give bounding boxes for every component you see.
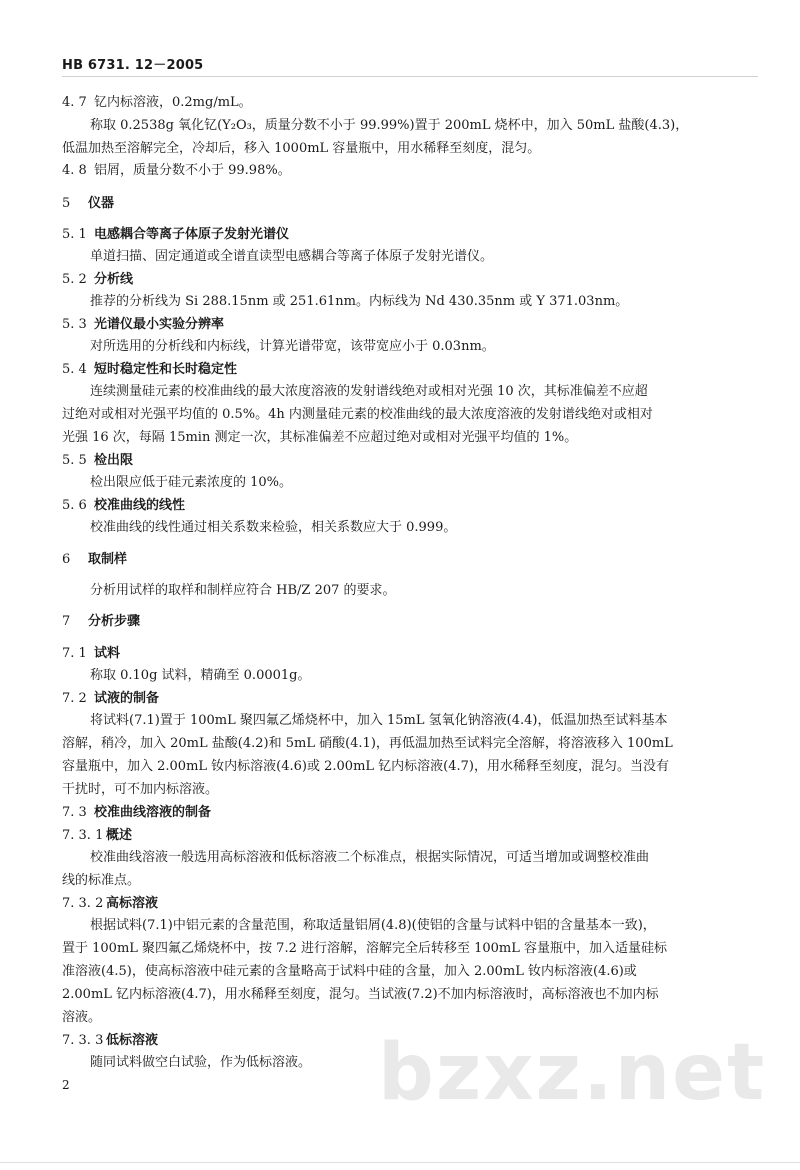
section-number: 7. 3 <box>62 805 87 820</box>
paragraph: 容量瓶中，加入 2.00mL 钕内标溶液(4.6)或 2.00mL 钇内标溶液(4.7)，用水稀释至刻度，混匀。当没有 <box>62 759 669 774</box>
section-5-4-heading <box>62 361 760 379</box>
section-title: 电感耦合等离子体原子发射光谱仪 <box>94 227 290 242</box>
section-title: 低标溶液 <box>106 1033 159 1048</box>
page-bottom-edge <box>0 1162 800 1163</box>
section-number: 7. 3. 1 <box>62 828 104 843</box>
section-number: 5. 2 <box>62 272 87 287</box>
section-7-3-2-heading <box>62 895 760 913</box>
paragraph: 置于 100mL 聚四氟乙烯烧杯中，按 7.2 进行溶解，溶解完全后转移至 100mL 容量瓶中，加入适量硅标 <box>62 941 668 956</box>
section-7-3-1-heading <box>62 827 760 845</box>
paragraph: 溶液。 <box>62 1010 102 1025</box>
section-number: 7 <box>62 614 71 629</box>
paragraph: 线的标准点。 <box>62 873 141 888</box>
section-7-1-heading <box>62 645 760 663</box>
section-5-heading <box>62 195 760 213</box>
section-number: 5. 6 <box>62 498 87 513</box>
section-number: 7. 3. 3 <box>62 1033 104 1048</box>
section-title: 校准曲线溶液的制备 <box>94 805 212 820</box>
paragraph: 单道扫描、固定通道或全谱直读型电感耦合等离子体原子发射光谱仪。 <box>90 249 494 264</box>
paragraph: 低温加热至溶解完全，冷却后，移入 1000mL 容量瓶中，用水稀释至刻度，混匀。 <box>62 141 541 156</box>
section-title: 仪器 <box>88 196 115 211</box>
section-7-2-heading <box>62 690 760 708</box>
site-watermark: bzxz.net <box>378 1028 767 1118</box>
section-number: 7. 2 <box>62 691 87 706</box>
section-5-2-heading <box>62 271 760 289</box>
page-number: 2 <box>62 1078 70 1092</box>
section-5-3-heading <box>62 316 760 334</box>
paragraph: 2.00mL 钇内标溶液(4.7)，用水稀释至刻度，混匀。当试液(7.2)不加内标溶液时，高标溶液也不加内标 <box>62 987 659 1002</box>
section-6-heading <box>62 551 760 569</box>
section-title: 检出限 <box>94 453 134 468</box>
item-4-8 <box>62 162 760 180</box>
item-number: 4. 8 <box>62 163 87 178</box>
paragraph: 准溶液(4.5)，使高标溶液中硅元素的含量略高于试料中硅的含量，加入 2.00mL 钕内标溶液(4.6)或 <box>62 964 637 979</box>
section-title: 试液的制备 <box>94 691 160 706</box>
paragraph: 称取 0.2538g 氧化钇(Y₂O₃，质量分数不小于 99.99%)置于 200mL 烧杯中，加入 50mL 盐酸(4.3)， <box>90 118 689 133</box>
paragraph: 溶解，稍冷，加入 20mL 盐酸(4.2)和 5mL 硝酸(4.1)，再低温加热至试料完全溶解，将溶液移入 100mL <box>62 736 673 751</box>
section-title: 光谱仪最小实验分辨率 <box>94 317 225 332</box>
paragraph: 根据试料(7.1)中铝元素的含量范围，称取适量铝屑(4.8)(使铝的含量与试料中铝的含量基本一致)， <box>90 918 656 933</box>
item-4-7 <box>62 94 760 112</box>
paragraph: 校准曲线的线性通过相关系数来检验，相关系数应大于 0.999。 <box>90 520 457 535</box>
section-number: 5 <box>62 196 71 211</box>
section-7-heading <box>62 613 760 631</box>
section-title: 校准曲线的线性 <box>94 498 186 513</box>
item-text: 铝屑，质量分数不小于 99.98%。 <box>94 163 291 178</box>
section-5-6-heading <box>62 497 760 515</box>
section-number: 7. 1 <box>62 646 87 661</box>
section-number: 5. 4 <box>62 362 87 377</box>
paragraph: 将试料(7.1)置于 100mL 聚四氟乙烯烧杯中，加入 15mL 氢氧化钠溶液(4.4)，低温加热至试料基本 <box>90 713 668 728</box>
section-title: 短时稳定性和长时稳定性 <box>94 362 238 377</box>
section-title: 概述 <box>106 828 133 843</box>
section-number: 5. 3 <box>62 317 87 332</box>
paragraph: 称取 0.10g 试料，精确至 0.0001g。 <box>90 668 311 683</box>
section-title: 分析线 <box>94 272 134 287</box>
item-text: 钇内标溶液，0.2mg/mL。 <box>94 95 252 110</box>
section-title: 分析步骤 <box>88 614 141 629</box>
section-title: 试料 <box>94 646 121 661</box>
section-number: 5. 1 <box>62 227 87 242</box>
paragraph: 过绝对或相对光强平均值的 0.5%。4h 内测量硅元素的校准曲线的最大浓度溶液的发射谱线绝对或相对 <box>62 407 653 422</box>
section-number: 6 <box>62 552 71 567</box>
item-number: 4. 7 <box>62 95 87 110</box>
section-7-3-heading <box>62 804 760 822</box>
paragraph: 光强 16 次，每隔 15min 测定一次，其标准偏差不应超过绝对或相对光强平均值的 1%。 <box>62 430 578 445</box>
section-title: 高标溶液 <box>106 896 159 911</box>
section-number: 5. 5 <box>62 453 87 468</box>
paragraph: 校准曲线溶液一般选用高标溶液和低标溶液二个标准点，根据实际情况，可适当增加或调整校准曲 <box>90 850 650 865</box>
paragraph: 干扰时，可不加内标溶液。 <box>62 782 219 797</box>
standard-number-header: HB 6731. 12－2005 <box>62 58 204 73</box>
paragraph: 分析用试样的取样和制样应符合 HB/Z 207 的要求。 <box>90 583 396 598</box>
header-divider <box>62 76 758 77</box>
paragraph: 对所选用的分析线和内标线，计算光谱带宽，该带宽应小于 0.03nm。 <box>90 339 495 354</box>
paragraph: 检出限应低于硅元素浓度的 10%。 <box>90 475 293 490</box>
section-5-5-heading <box>62 452 760 470</box>
section-number: 7. 3. 2 <box>62 896 104 911</box>
section-title: 取制样 <box>88 552 128 567</box>
paragraph: 连续测量硅元素的校准曲线的最大浓度溶液的发射谱线绝对或相对光强 10 次，其标准偏差不应超 <box>90 384 648 399</box>
paragraph: 推荐的分析线为 Si 288.15nm 或 251.61nm。内标线为 Nd 430.35nm 或 Y 371.03nm。 <box>90 294 629 309</box>
paragraph: 随同试料做空白试验，作为低标溶液。 <box>90 1055 312 1070</box>
section-5-1-heading <box>62 226 760 244</box>
